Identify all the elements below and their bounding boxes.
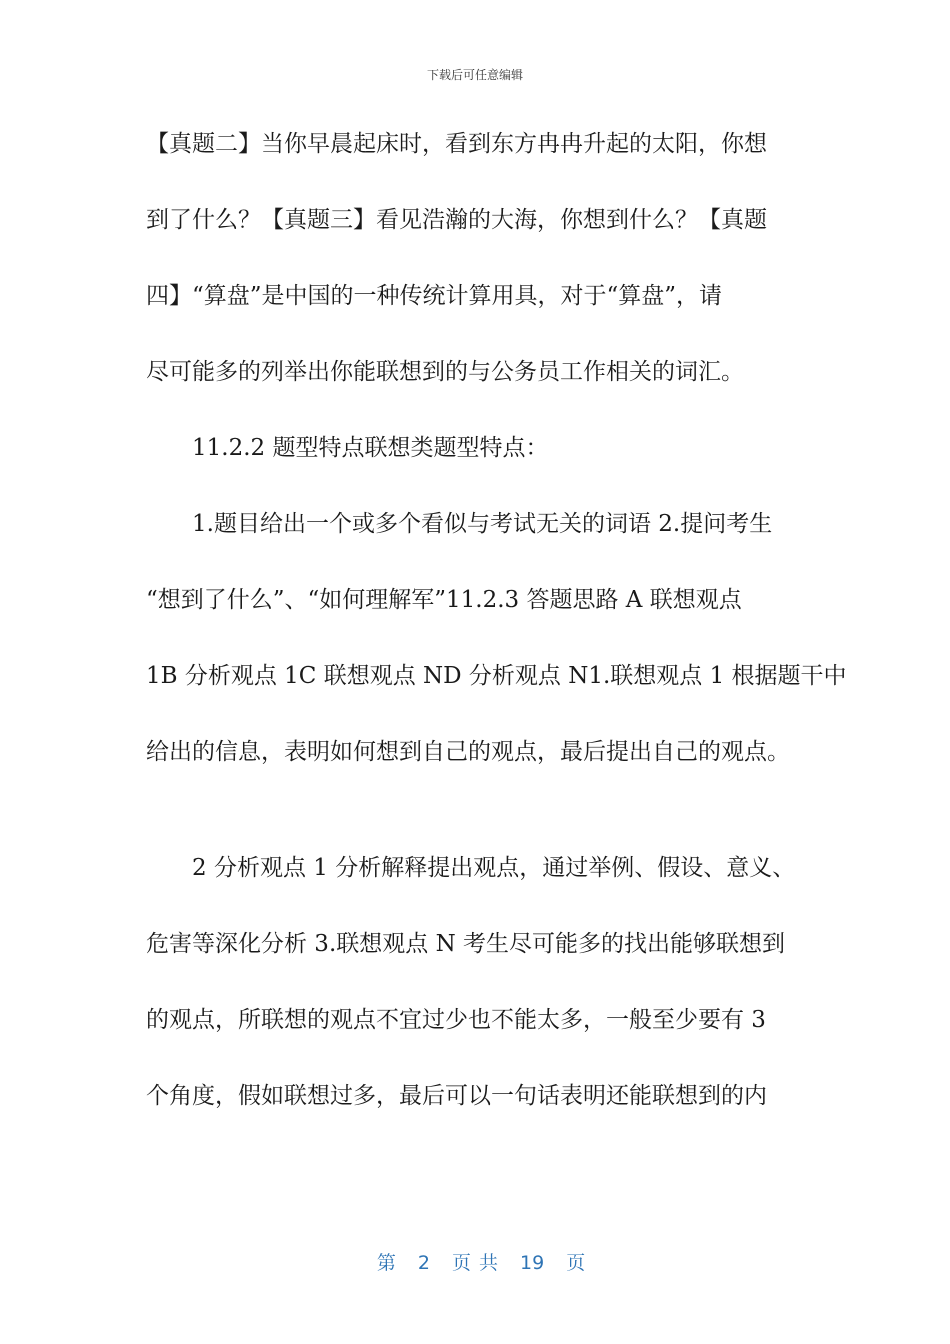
text-line: 的观点，所联想的观点不宜过少也不能太多，一般至少要有 3: [146, 1007, 766, 1033]
text-line: 【真题二】当你早晨起床时，看到东方冉冉升起的太阳，你想: [146, 131, 767, 157]
text-line: 1.题目给出一个或多个看似与考试无关的词语 2.提问考生: [192, 511, 773, 537]
text-line: 个角度，假如联想过多，最后可以一句话表明还能联想到的内: [146, 1083, 767, 1109]
document-body: [146, 124, 847, 1152]
text-line: 1B 分析观点 1C 联想观点 ND 分析观点 N1.联想观点 1 根据题干中: [146, 663, 847, 689]
text-line: 2 分析观点 1 分析解释提出观点，通过举例、假设、意义、: [192, 855, 796, 881]
footer-page-unit: 页: [451, 1252, 471, 1274]
text-line: 尽可能多的列举出你能联想到的与公务员工作相关的词汇。: [146, 359, 744, 385]
page-footer: [0, 1226, 950, 1275]
footer-current-page: 2: [417, 1252, 430, 1274]
text-line: 给出的信息，表明如何想到自己的观点，最后提出自己的观点。: [146, 739, 790, 765]
footer-page-label: 第: [376, 1252, 396, 1274]
footer-total-unit: 页: [566, 1252, 586, 1274]
text-line: 11.2.2 题型特点联想类题型特点：: [192, 435, 549, 461]
text-line: “想到了什么”、“如何理解军”11.2.3 答题思路 A 联想观点: [146, 587, 742, 613]
paragraph-gap: [146, 808, 806, 848]
text-line: 到了什么？【真题三】看见浩瀚的大海，你想到什么？【真题: [146, 207, 767, 233]
footer-total-pages: 19: [520, 1252, 545, 1274]
page-header: 下载后可任意编辑: [426, 68, 523, 82]
text-line: 四】“算盘”是中国的一种传统计算用具，对于“算盘”，请: [146, 283, 723, 309]
footer-total-label: 共: [479, 1252, 499, 1274]
text-line: 危害等深化分析 3.联想观点 N 考生尽可能多的找出能够联想到: [146, 931, 786, 957]
